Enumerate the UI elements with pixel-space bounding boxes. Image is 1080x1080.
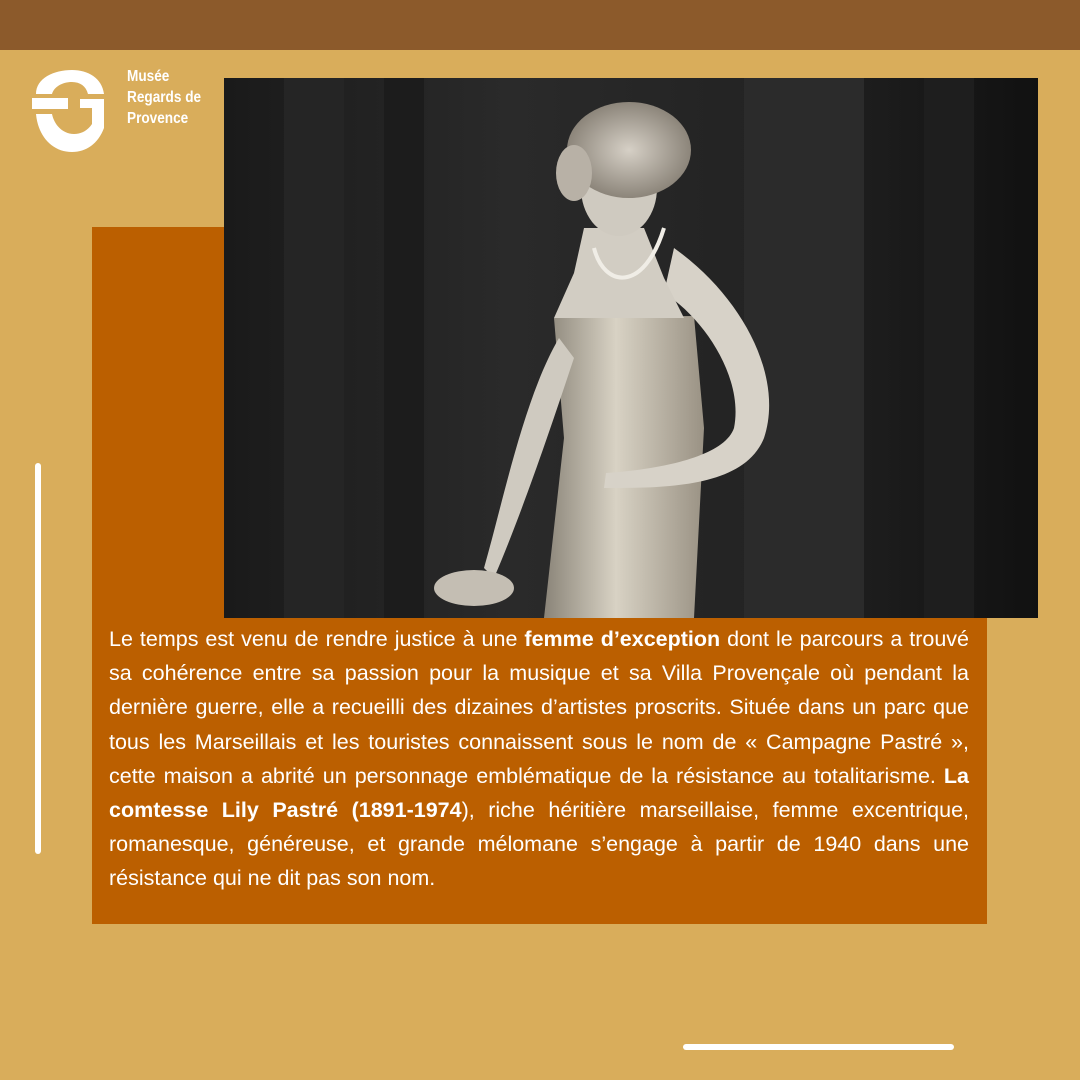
museum-name-line2: Regards de [127, 89, 202, 106]
text-part-3: ), riche héritière marseillaise, femme excentrique, romanesque, généreuse, et grande mélomane s’engage à partir de 1940 dans une résistance qui ne dit pas son nom. [109, 798, 969, 891]
top-band [0, 0, 1080, 50]
bottom-horizontal-rule [683, 1044, 954, 1050]
museum-monogram-icon [32, 68, 112, 154]
text-part-2: dont le parcours a trouvé sa cohérence entre sa passion pour la musique et sa Villa Provençale où pendant la dernière guerre, elle a recueilli des dizaines d’artistes proscrits. Située dans un parc que tous les Marseillais et les touristes connaissent sous le nom de « Campagne Pastré », cette maison a abrité un personnage emblématique de la résistance au totalitarisme. [109, 627, 970, 788]
museum-name-line3: Provence [127, 110, 189, 127]
body-paragraph [109, 622, 969, 896]
text-part-1: Le temps est venu de rendre justice à une [109, 627, 525, 651]
museum-name [127, 66, 201, 129]
museum-logo[interactable] [32, 66, 222, 156]
left-vertical-rule [35, 463, 41, 854]
text-bold-2: La comtesse Lily Pastré (1891-1974 [109, 763, 969, 823]
museum-name-line1: Musée [127, 68, 170, 85]
text-bold-1: femme d’exception [524, 627, 721, 651]
portrait-photo [224, 78, 1038, 618]
